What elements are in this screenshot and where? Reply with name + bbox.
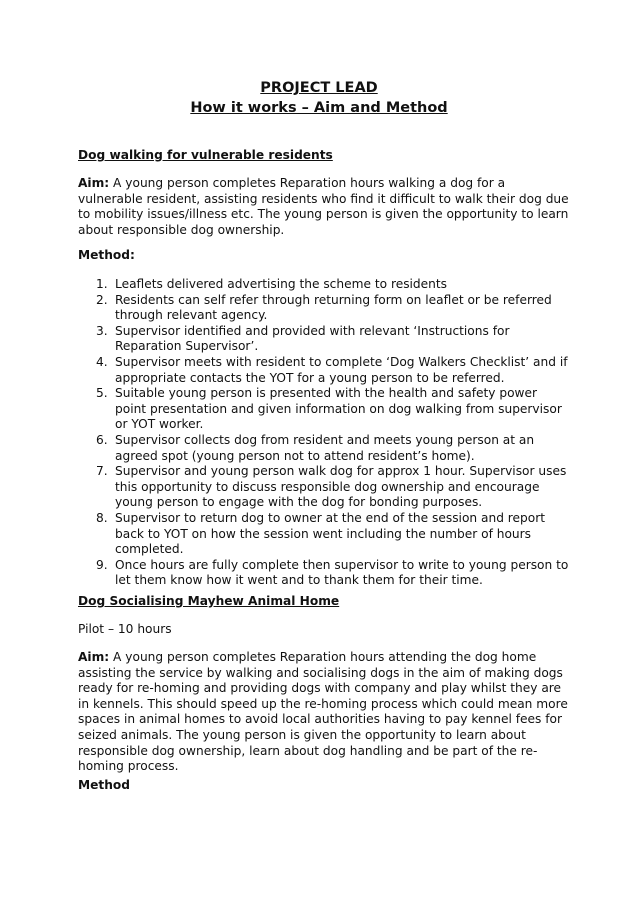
list-item bbox=[78, 558, 570, 589]
step-text: Residents can self refer through returning form on leaflet or be referred through relevant agency. bbox=[115, 292, 552, 323]
list-item bbox=[78, 464, 570, 511]
step-text: Supervisor identified and provided with relevant ‘Instructions for Reparation Supervisor’. bbox=[115, 323, 510, 354]
step-number: 7. bbox=[96, 464, 108, 479]
list-item bbox=[78, 355, 570, 386]
step-text: Once hours are fully complete then supervisor to write to young person to let them know how it went and to thank them for their time. bbox=[115, 557, 569, 588]
section1-aim bbox=[78, 176, 570, 238]
document-subtitle: How it works – Aim and Method bbox=[190, 100, 448, 116]
list-item bbox=[78, 511, 570, 558]
step-number: 2. bbox=[96, 292, 108, 307]
list-item bbox=[78, 386, 570, 433]
document-title: PROJECT LEAD bbox=[260, 80, 378, 96]
section2-aim bbox=[78, 650, 570, 775]
step-text: Leaflets delivered advertising the scheme to residents bbox=[115, 277, 448, 291]
section2-heading: Dog Socialising Mayhew Animal Home bbox=[78, 594, 340, 608]
section1-aim-label: Aim: bbox=[78, 176, 110, 190]
section2-aim-text: A young person completes Reparation hours attending the dog home assisting the service by walking and socialising dogs in the aim of making dogs ready for re-homing and providing dogs with company and play whilst they are in kennels. This should speed up the re-homing process which could mean more spaces in animal homes to avoid local authorities having to pay kennel fees for seized animals. The young person is given the opportunity to learn about responsible dog ownership, learn about dog handling and be part of the re-homing process. bbox=[78, 650, 568, 774]
section1-aim-text: A young person completes Reparation hours walking a dog for a vulnerable resident, assisting residents who find it difficult to walk their dog due to mobility issues/illness etc. The young person is given the opportunity to learn about responsible dog ownership. bbox=[78, 176, 569, 237]
step-number: 1. bbox=[96, 277, 108, 291]
step-number: 9. bbox=[96, 557, 108, 572]
step-number: 4. bbox=[96, 354, 108, 369]
list-item bbox=[78, 433, 570, 464]
section2-aim-label: Aim: bbox=[78, 650, 110, 664]
step-number: 5. bbox=[96, 386, 108, 401]
step-text: Supervisor and young person walk dog for approx 1 hour. Supervisor uses this opportunity to discuss responsible dog ownership and encourage young person to engage with the dog for bonding purposes. bbox=[115, 464, 567, 510]
section2-pilot: Pilot – 10 hours bbox=[78, 622, 172, 636]
step-text: Supervisor collects dog from resident and meets young person at an agreed spot (young person not to attend resident’s home). bbox=[115, 432, 535, 463]
step-text: Suitable young person is presented with the health and safety power point presentation and given information on dog walking from supervisor or YOT worker. bbox=[115, 386, 562, 432]
section1-heading: Dog walking for vulnerable residents bbox=[78, 148, 333, 162]
section2-method-label: Method bbox=[78, 778, 130, 792]
list-item bbox=[78, 324, 570, 355]
step-number: 6. bbox=[96, 432, 108, 447]
list-item bbox=[78, 293, 570, 324]
step-text: Supervisor meets with resident to complete ‘Dog Walkers Checklist’ and if appropriate contacts the YOT for a young person to be referred. bbox=[115, 354, 568, 385]
list-item bbox=[78, 277, 570, 293]
section1-method-label: Method: bbox=[78, 248, 135, 262]
step-number: 8. bbox=[96, 510, 108, 525]
step-text: Supervisor to return dog to owner at the end of the session and report back to YOT on how the session went including the number of hours completed. bbox=[115, 510, 546, 557]
step-number: 3. bbox=[96, 323, 108, 338]
method-steps-list bbox=[78, 277, 570, 589]
